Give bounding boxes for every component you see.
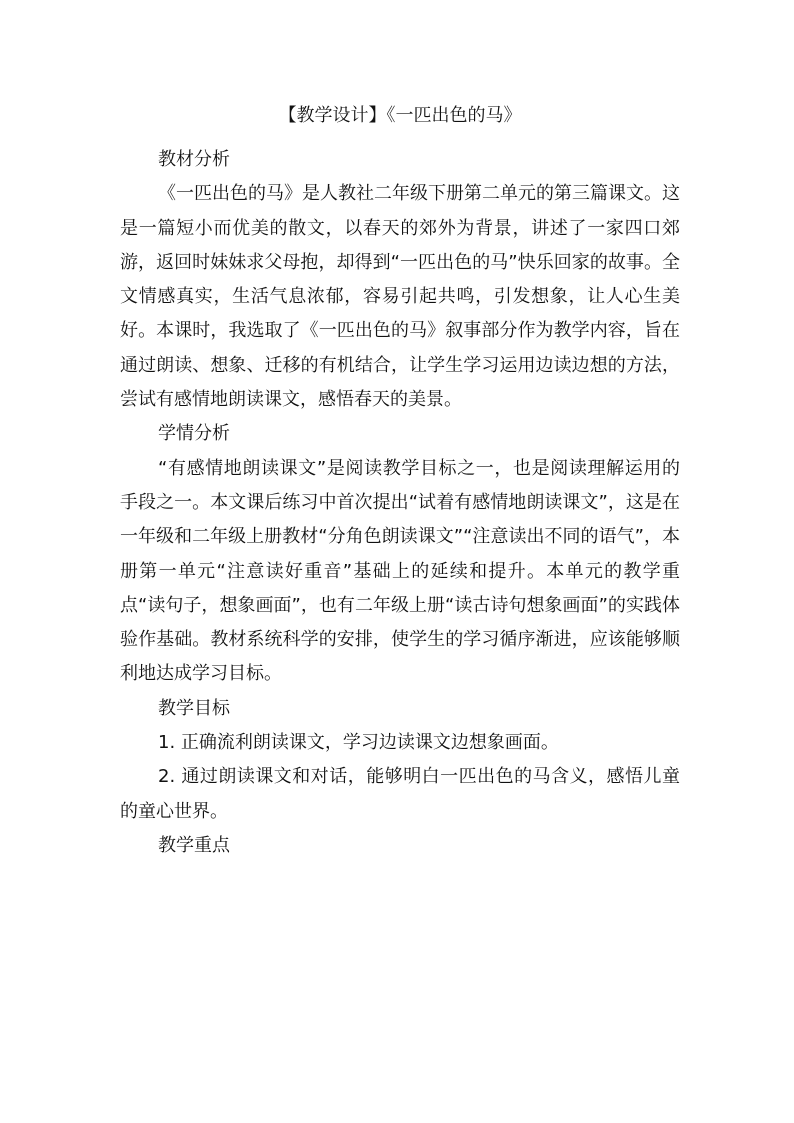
paragraph-learners: “有感情地朗读课文”是阅读教学目标之一，也是阅读理解运用的手段之一。本文课后练习中首次提出“试着有感情地朗读课文”，这是在一年级和二年级上册教材“分角色朗读课文”“注意读出不同的语气”，本册第一单元“注意读好重音”基础上的延续和提升。本单元的教学重点“读句子，想象画面”，也有二年级上册“读古诗句想象画面”的实践体验作基础。教材系统科学的安排，使学生的学习循序渐进，应该能够顺利地达成学习目标。 <box>120 457 680 685</box>
objective-item-1: 1. 正确流利朗读课文，学习边读课文边想象画面。 <box>158 732 559 754</box>
document-body <box>120 143 680 863</box>
section-heading-learners: 学情分析 <box>158 423 230 445</box>
objective-item-2: 2. 通过朗读课文和对话，能够明白一匹出色的马含义，感悟儿童的童心世界。 <box>120 766 680 822</box>
section-heading-materials: 教材分析 <box>158 149 230 170</box>
section-heading-objectives: 教学目标 <box>158 697 230 719</box>
paragraph-materials: 《一匹出色的马》是人教社二年级下册第二单元的第三篇课文。这是一篇短小而优美的散文，以春天的郊外为背景，讲述了一家四口郊游，返回时妹妹求父母抱，却得到“一匹出色的马”快乐回家的故事。全文情感真实，生活气息浓郁，容易引起共鸣，引发想象，让人心生美好。本课时，我选取了《一匹出色的马》叙事部分作为教学内容，旨在通过朗读、想象、迁移的有机结合，让学生学习运用边读边想的方法，尝试有感情地朗读课文，感悟春天的美景。 <box>120 183 680 411</box>
section-heading-keypoints: 教学重点 <box>158 834 230 856</box>
document-title: 【教学设计】《一匹出色的马》 <box>278 105 522 126</box>
